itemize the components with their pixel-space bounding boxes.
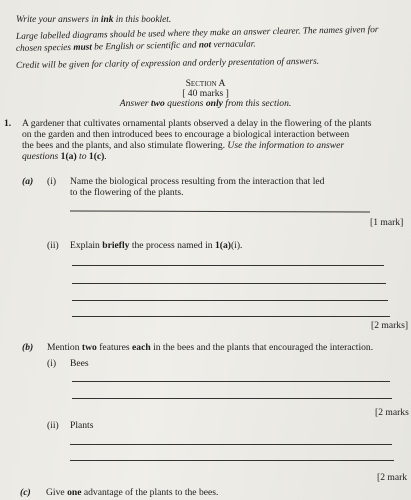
answer-line[interactable] <box>72 381 390 382</box>
instruction-text: be English or scientific and <box>91 40 199 53</box>
question-text: to <box>76 151 89 162</box>
answer-line[interactable] <box>72 265 384 266</box>
part-a-label: (a) <box>22 176 34 187</box>
instruction-emphasis: must <box>73 42 93 53</box>
question-text-line: on the garden and then introduced bees to encourage a biological interaction between <box>22 129 350 140</box>
question-text: . <box>104 151 107 162</box>
part-ref: 1(a) <box>214 240 231 251</box>
part-text: Explain <box>70 240 103 251</box>
part-text-emphasis: two <box>81 342 97 353</box>
answer-line[interactable] <box>70 460 394 461</box>
part-c-text <box>46 487 218 499</box>
part-a-i-text: to the flowering of the plants. <box>70 187 184 198</box>
marks-label: [1 mark] <box>370 217 404 228</box>
part-text-emphasis: each <box>132 342 151 353</box>
question-text-line: A gardener that cultivates ornamental plants observed a delay in the flowering of the plants <box>22 118 372 129</box>
section-title: Section A <box>185 78 226 89</box>
question-text-line <box>22 151 107 163</box>
instruction-emphasis: ink <box>100 15 114 25</box>
part-a-ii-text <box>70 240 242 252</box>
part-text-emphasis: one <box>67 487 82 498</box>
answer-line[interactable] <box>72 398 392 399</box>
part-b-label: (b) <box>22 342 34 353</box>
instruction-text: vernacular. <box>211 39 256 51</box>
part-b-text <box>47 342 373 354</box>
section-instruction <box>0 98 411 110</box>
instruction-text: Write your answers in <box>16 15 101 25</box>
part-text: in the bees and the plants that encouraged the interaction. <box>150 342 374 353</box>
part-b-ii-text: Plants <box>70 420 94 431</box>
part-text: features <box>96 342 133 353</box>
instruction-ink <box>16 14 171 26</box>
question-text-italic: Use the information to answer <box>227 140 345 151</box>
part-a-i-text: Name the biological process resulting from the interaction that led <box>70 176 325 187</box>
part-text: Mention <box>47 342 82 353</box>
answer-line[interactable] <box>70 210 370 212</box>
section-instruction-text: questions <box>164 98 206 109</box>
instruction-diagrams: Large labelled diagrams should be used where they make an answer clearer. The names given for <box>15 25 379 42</box>
instruction-credit: Credit will be given for clarity of expression and orderly presentation of answers. <box>15 56 320 71</box>
section-instruction-text: Answer <box>119 98 151 109</box>
part-c-label: (c) <box>20 487 31 498</box>
part-a-ii-label: (ii) <box>47 240 59 251</box>
part-b-i-text: Bees <box>70 358 89 369</box>
answer-line[interactable] <box>72 300 388 301</box>
part-text: Give <box>46 487 68 498</box>
instruction-text: chosen species <box>15 42 74 54</box>
marks-label: [2 marks <box>375 407 409 418</box>
part-text-emphasis: briefly <box>102 240 130 251</box>
question-text: the bees and the plants, and also stimulate flowering. <box>22 140 228 151</box>
answer-line[interactable] <box>72 283 386 284</box>
section-instruction-emphasis: only <box>205 98 223 109</box>
instruction-emphasis: not <box>198 40 212 51</box>
part-text: (i). <box>230 240 243 251</box>
part-text: advantage of the plants to the bees. <box>81 487 219 498</box>
question-ref: 1(c) <box>88 151 105 162</box>
answer-line[interactable] <box>72 316 390 317</box>
part-text: the process named in <box>129 240 215 251</box>
instruction-text: in this booklet. <box>113 15 172 25</box>
section-instruction-text: from this section. <box>222 98 292 109</box>
question-number: 1. <box>4 118 12 129</box>
question-text: questions <box>22 151 61 162</box>
marks-label: [2 mark <box>377 472 408 483</box>
section-instruction-emphasis: two <box>150 98 165 109</box>
question-ref: 1(a) <box>60 151 77 162</box>
marks-label: [2 marks] <box>371 320 409 331</box>
section-marks: [ 40 marks ] <box>182 88 229 99</box>
answer-line[interactable] <box>70 444 392 445</box>
part-b-ii-label: (ii) <box>47 420 59 431</box>
part-b-i-label: (i) <box>47 358 57 369</box>
part-a-i-label: (i) <box>47 176 57 187</box>
